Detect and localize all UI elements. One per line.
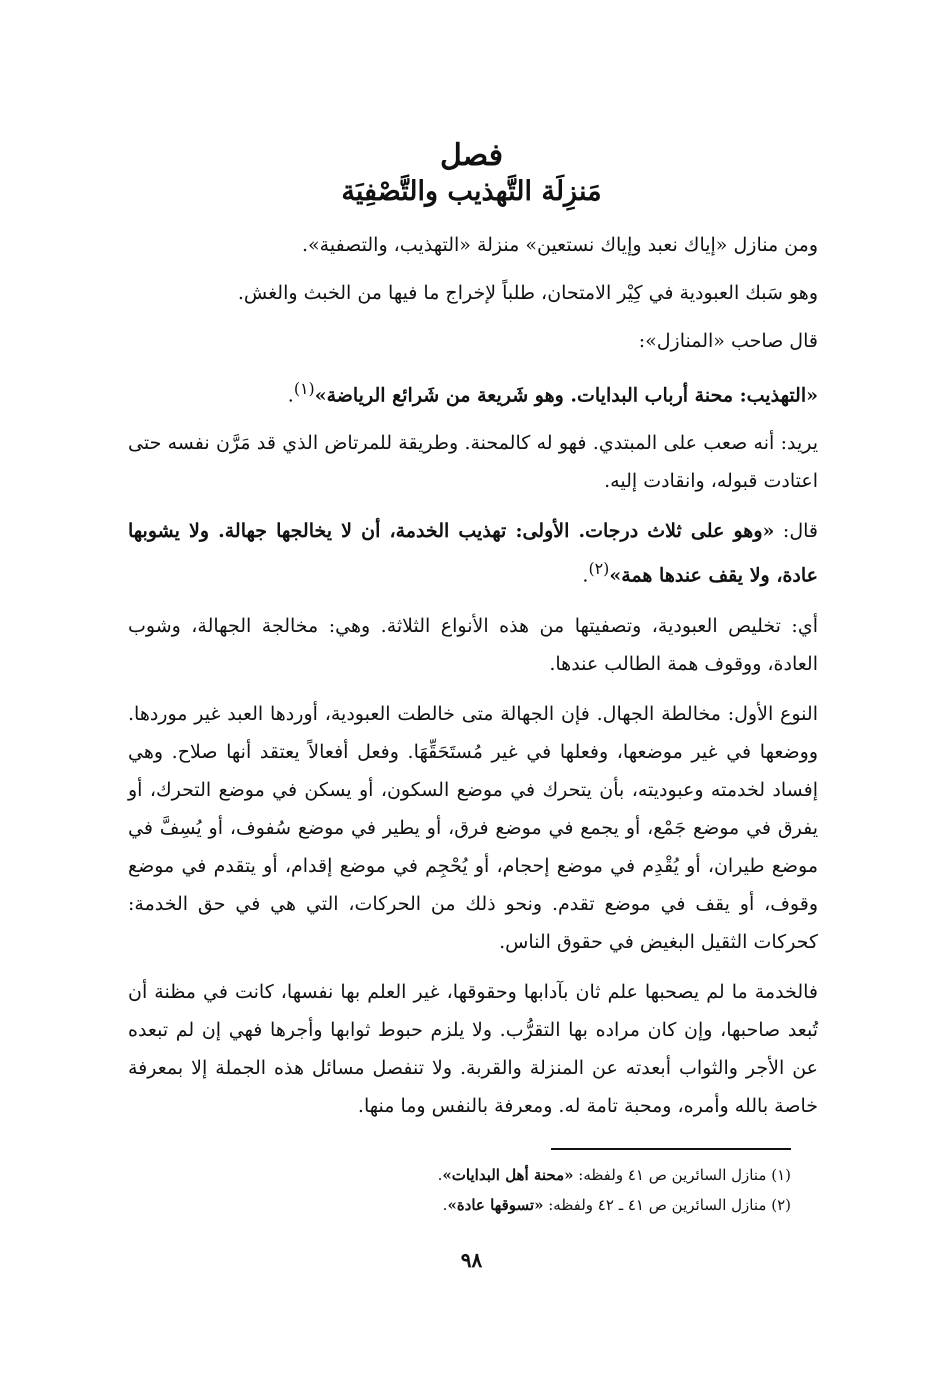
period: . <box>442 1196 448 1214</box>
paragraph-7: أي: تخليص العبودية، وتصفيتها من هذه الأنواع الثلاثة. وهي: مخالجة الجهالة، وشوب العادة، ووقوف همة الطالب عندها. <box>128 614 818 675</box>
section-title: فصل <box>439 138 504 173</box>
footnote-marker: (٢) <box>588 559 610 579</box>
paragraph-3: قال صاحب «المنازل»: <box>638 330 818 352</box>
page-number: ٩٨ <box>460 1248 483 1272</box>
paragraph-6 <box>128 512 818 594</box>
paragraph-5: يريد: أنه صعب على المبتدي. فهو له كالمحنة. وطريقة للمرتاض الذي قد مَرَّن نفسه حتى اعتادت قبوله، وانقادت إليه. <box>128 432 818 493</box>
footnote-1 <box>141 1160 791 1190</box>
footnote-2 <box>141 1190 791 1220</box>
paragraph-1: ومن منازل «إياك نعبد وإياك نستعين» منزلة «التهذيب، والتصفية». <box>301 234 818 256</box>
period: . <box>287 384 294 407</box>
intro-text: قال: <box>774 520 818 543</box>
footnote-quote: «تسوقها عادة» <box>447 1196 544 1214</box>
chapter-heading <box>0 138 943 210</box>
footnotes <box>141 1160 791 1220</box>
footnote-text: منازل السائرين ص ٤١ ولفظه: <box>573 1166 767 1184</box>
paragraph-4 <box>128 370 818 414</box>
paragraph-2: وهو سَبك العبودية في كِيْر الامتحان، طلباً لإخراج ما فيها من الخبث والغش. <box>237 282 818 304</box>
quote-text: «التهذيب: محنة أرباب البدايات. وهو شَريعة من شَرائع الرياضة» <box>314 384 818 407</box>
period: . <box>582 564 589 587</box>
period: . <box>437 1166 443 1184</box>
footnote-quote: «محنة أهل البدايات» <box>442 1166 574 1184</box>
section-subtitle: مَنزِلَة التَّهذيب والتَّصْفِيَة <box>341 176 602 207</box>
footnote-text: منازل السائرين ص ٤١ ـ ٤٢ ولفظه: <box>543 1196 767 1214</box>
paragraph-8: النوع الأول: مخالطة الجهال. فإن الجهالة متى خالطت العبودية، أوردها العبد غير موردها. ووضعها في غير موضعها، وفعلها في غير مُستَحَقِّهَا. وفعل أفعالاً يعتقد أنها صلاح. وهي إفساد لخدمته وعبوديته، بأن يتحرك في موضع السكون، أو يسكن في موضع التحرك، أو يفرق في موضع جَمْع، أو يجمع في موضع فرق، أو يطير في موضع سُفوف، أو يُسِفَّ في موضع طيران، أو يُقْدِم في موضع إحجام، أو يُحْجِم في موضع إقدام، أو يتقدم في موضع وقوف، أو يقف في موضع تقدم. ونحو ذلك من الحركات، التي هي في حق الخدمة: كحركات الثقيل البغيض في حقوق الناس. <box>128 702 818 953</box>
footnote-marker: (١) <box>293 379 315 398</box>
main-text <box>128 226 818 1137</box>
footnote-number: (٢) <box>771 1196 791 1214</box>
footnote-number: (١) <box>771 1166 791 1184</box>
quote-text: «وهو على ثلاث درجات. الأولى: تهذيب الخدمة، أن لا يخالجها جهالة. ولا يشوبها عادة، ولا يقف عندها همة» <box>128 520 818 587</box>
footnote-divider <box>551 1148 791 1150</box>
paragraph-9: فالخدمة ما لم يصحبها علم ثان بآدابها وحقوقها، غير العلم بها نفسها، كانت في مظنة أن تُبعد صاحبها، وإن كان مراده بها التقرُّب. ولا يلزم حبوط ثوابها وأجرها فهي إن لم تبعده عن الأجر والثواب أبعدته عن المنزلة والقربة. ولا تنفصل مسائل هذه الجملة إلا بمعرفة خاصة بالله وأمره، ومحبة تامة له. ومعرفة بالنفس وما منها. <box>128 980 818 1117</box>
